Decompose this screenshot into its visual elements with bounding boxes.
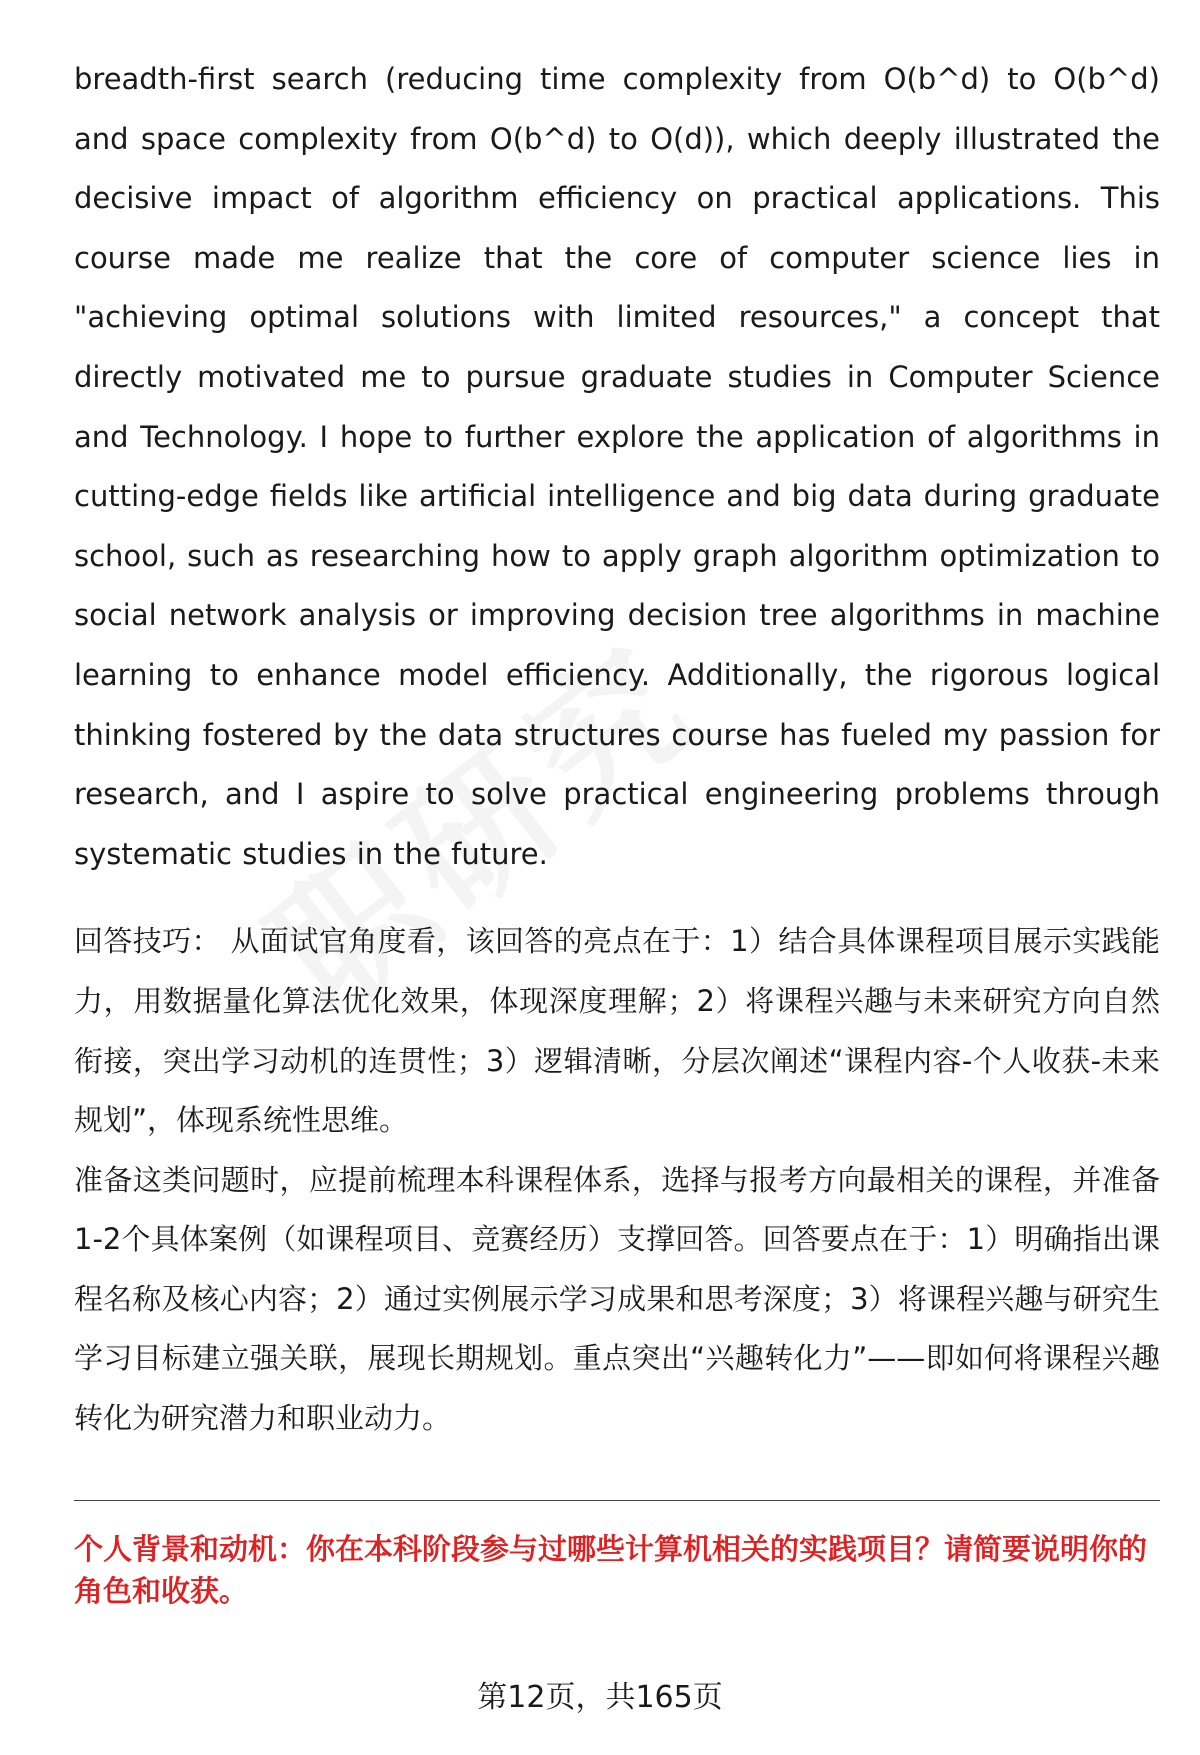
answer-paragraph: breadth-first search (reducing time complexity from O(b^d) to O(b^d) and space complexity from O(b^d) to O(d)), which deeply illustrated the decisive impact of algorithm efficiency on practical applications. This course made me realize that the core of computer science lies in "achieving optimal solutions with limited resources," a concept that directly motivated me to pursue graduate studies in Computer Science and Technology. I hope to further explore the application of algorithms in cutting-edge fields like artificial intelligence and big data during graduate school, such as researching how to apply graph algorithm optimization to social network analysis or improving decision tree algorithms in machine learning to enhance model efficiency. Additionally, the rigorous logical thinking fostered by the data structures course has fueled my passion for research, and I aspire to solve practical engineering problems through systematic studies in the future. <box>74 62 1160 871</box>
page-number-footer: 第12页，共165页 <box>477 1680 723 1715</box>
content-area <box>74 50 1160 1449</box>
next-question-heading: 个人背景和动机：你在本科阶段参与过哪些计算机相关的实践项目？请简要说明你的角色和收获。 <box>74 1532 1148 1608</box>
section-divider <box>74 1500 1160 1501</box>
preparation-paragraph: 准备这类问题时，应提前梳理本科课程体系，选择与报考方向最相关的课程，并准备1-2个具体案例（如课程项目、竞赛经历）支撑回答。回答要点在于：1）明确指出课程名称及核心内容；2）通过实例展示学习成果和思考深度；3）将课程兴趣与研究生学习目标建立强关联，展现长期规划。重点突出“兴趣转化力”——即如何将课程兴趣转化为研究潜力和职业动力。 <box>74 1162 1160 1436</box>
tips-paragraph: 回答技巧： 从面试官角度看，该回答的亮点在于：1）结合具体课程项目展示实践能力，用数据量化算法优化效果，体现深度理解；2）将课程兴趣与未来研究方向自然衔接，突出学习动机的连贯性；3）逻辑清晰，分层次阐述“课程内容-个人收获-未来规划”，体现系统性思维。 <box>74 924 1160 1138</box>
